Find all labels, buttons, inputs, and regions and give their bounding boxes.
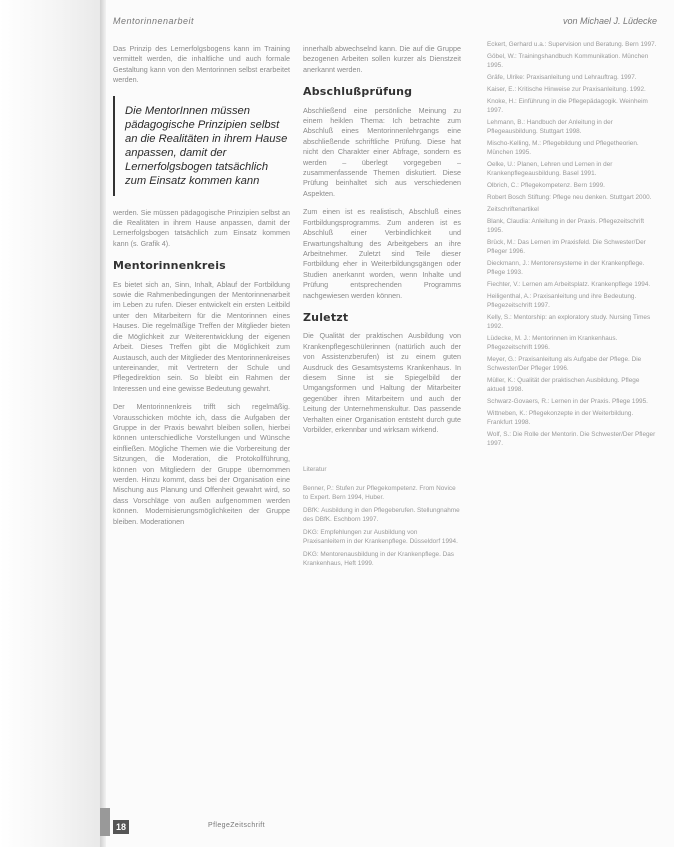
- publication-name: PflegeZeitschrift: [208, 822, 265, 829]
- zeitschriften-heading: Zeitschriftenartikel: [487, 206, 539, 213]
- reference-item: Wittneben, K.: Pflegekonzepte in der Weiterbildung. Frankfurt 1998.: [487, 410, 634, 426]
- reference-item: Schwarz-Govaers, R.: Lernen in der Praxis. Pflege 1995.: [487, 398, 648, 405]
- paragraph: Der Mentorinnenkreis trifft sich regelmäßig. Vorausschicken möchte ich, dass die Aufgaben der Gruppe in der Praxis bewahrt bleiben sollen, hierbei können unterschiedliche Vorstellungen und Wünsche einfließen. Mögliche Themen wie die Vorbereitung der Sitzungen, die Moderation, die Protokollführung, können von Mitgliedern der Gruppe übernommen werden. Hinzu kommt, dass bei der Organisation eine Mischung aus Planung und Offenheit gewahrt wird, so dass Vorschläge von außen aufgenommen werden können. Modernisierungsmöglichkeiten der Gruppe bleiben. Moderationen: [113, 402, 290, 526]
- reference-item: Müller, K.: Qualität der praktischen Ausbildung. Pflege aktuell 1998.: [487, 377, 640, 393]
- column-middle: [303, 44, 461, 572]
- reference-item: Meyer, G.: Praxisanleitung als Aufgabe der Pflege. Die Schwester/Der Pfleger 1996.: [487, 356, 642, 372]
- reference-item: DBfK: Ausbildung in den Pflegeberufen. Stellungnahme des DBfK. Eschborn 1997.: [303, 506, 460, 523]
- reference-item: Kaiser, E.: Kritische Hinweise zur Praxisanleitung. 1992.: [487, 86, 646, 93]
- reference-item: Olbrich, C.: Pflegekompetenz. Bern 1999.: [487, 182, 605, 189]
- reference-item: Mischo-Kelling, M.: Pflegebildung und Pflegetheorien. München 1995.: [487, 140, 639, 156]
- reference-item: Knoke, H.: Einführung in die Pflegepädagogik. Weinheim 1997.: [487, 98, 648, 114]
- column-right-references: [487, 40, 657, 451]
- reference-item: Göbel, W.: Trainingshandbuch Kommunikation. München 1995.: [487, 53, 649, 69]
- pull-quote-text: Die MentorInnen müssen pädagogische Prinzipien selbst an die Realitäten in ihrem Hause anpassen, damit der Lernerfolgsbogen tatsächlich zum Einsatz kommen kann: [125, 104, 288, 187]
- paragraph: Es bietet sich an, Sinn, Inhalt, Ablauf der Fortbildung sowie die Rahmenbedingungen der Mentorinnenarbeit im Leben zu rufen. Dieser entwickelt ein ersten Leitbild unter den Mitarbeitern für die Mentorinnen eines Hauses. Die regelmäßige Treffen der Mitglieder bieten die Möglichkeit zur Weiterentwicklung der eigenen Arbeit. Dieses Treffen gibt die Möglichkeit zum Austausch, auch der Mitglieder des Mentorinnenkreises untereinander, mit Vertretern der Schule und Pflegedirektion sein. So bleibt ein Rahmen der Interessen und eine gewisse Bedeutung gewahrt.: [113, 279, 290, 393]
- page-number: 18: [113, 820, 129, 834]
- section-heading-zuletzt: Zuletzt: [303, 310, 349, 324]
- reference-item: DKG: Empfehlungen zur Ausbildung von Praxisanleitern in der Krankenpflege. Düsseldorf 1994.: [303, 528, 458, 545]
- reference-item: Kelly, S.: Mentorship: an exploratory study. Nursing Times 1992.: [487, 314, 651, 330]
- running-header-section: Mentorinnenarbeit: [113, 16, 195, 26]
- reference-item: Dieckmann, J.: Mentorensysteme in der Krankenpflege. Pflege 1993.: [487, 260, 645, 276]
- literature-heading: Literatur: [303, 466, 327, 474]
- reference-item: Benner, P.: Stufen zur Pflegekompetenz. From Novice to Expert. Bern 1994, Huber.: [303, 484, 456, 501]
- book-spine-shadow: [100, 0, 106, 847]
- section-heading-abschlusspruefung: Abschlußprüfung: [303, 85, 413, 99]
- paragraph-intro: Das Prinzip des Lernerfolgsbogens kann im Training vermittelt werden, die inhaltliche und auch formale Gestaltung kann von den Mentorinnen selbst erarbeitet werden.: [113, 44, 290, 85]
- reference-item: Wolf, S.: Die Rolle der Mentorin. Die Schwester/Der Pfleger 1997.: [487, 431, 656, 447]
- running-header-author: von Michael J. Lüdecke: [563, 16, 658, 26]
- reference-list: [303, 465, 461, 567]
- paragraph-intro: innerhalb abwechselnd kann. Die auf die Gruppe bezogenen Arbeiten sollen kurzer als Dienstzeit anerkannt werden.: [303, 44, 461, 74]
- book-gutter: [0, 0, 100, 847]
- reference-item: Lüdecke, M. J.: Mentorinnen im Krankenhaus. Pflegezeitschrift 1996.: [487, 335, 618, 351]
- reference-item: Blank, Claudia: Anleitung in der Praxis. Pflegezeitschrift 1995.: [487, 218, 645, 234]
- paragraph-after-quote: werden. Sie müssen pädagogische Prinzipien selbst an die Realitäten in ihrem Hause anpassen, damit der Lernerfolgsbogen tatsächlich zum Einsatz kommen kann (s. Grafik 4).: [113, 207, 290, 248]
- reference-item: Eckert, Gerhard u.a.: Supervision und Beratung. Bern 1997.: [487, 41, 657, 48]
- reference-item: Oelke, U.: Planen, Lehren und Lernen in der Krankenpflegeausbildung. Basel 1991.: [487, 161, 613, 177]
- paragraph: Die Qualität der praktischen Ausbildung von Krankenpflegeschülerinnen (natürlich auch der von Assistenzberufen) ist zu einem guten Ausdruck des Gesamtsystems Krankenhaus. In diesem Sinne ist sie Spiegelbild der Umgangsformen und Haltung der Mitarbeiter gegenüber ihren Mitarbeitern und auch der Leitung der Unternehmenskultur. Das passende Verhalten einer Organisation entsteht durch gute Vorbilder, erkennbar und wirksam wirkend.: [303, 331, 461, 434]
- reference-item: Gräfe, Ulrike: Praxisanleitung und Lehrauftrag. 1997.: [487, 74, 637, 81]
- reference-item: Brück, M.: Das Lernen im Praxisfeld. Die Schwester/Der Pfleger 1996.: [487, 239, 646, 255]
- reference-item: Lehmann, B.: Handbuch der Anleitung in der Pflegeausbildung. Stuttgart 1998.: [487, 119, 613, 135]
- column-left: [113, 44, 290, 535]
- section-heading-mentorinnenkreis: Mentorinnenkreis: [113, 259, 226, 273]
- reference-item: Fiechter, V.: Lernen am Arbeitsplatz. Krankenpflege 1994.: [487, 281, 651, 288]
- reference-item: DKG: Mentorenausbildung in der Krankenpflege. Das Krankenhaus, Heft 1999.: [303, 550, 454, 567]
- reference-item: Robert Bosch Stiftung: Pflege neu denken. Stuttgart 2000.: [487, 194, 652, 201]
- paragraph: Abschließend eine persönliche Meinung zu einem heiklen Thema: Ich betrachte zum Abschluß eines Mentorinnenlehrgangs eine abschließende schriftliche Prüfung. Diese hat nicht den Charakter einer Abfrage, sondern es werden – überlegt vorgegeben – zusammenfassende Themen diskutiert. Diese Prüfung beinhaltet sich aus verschiedenen Aspekten.: [303, 105, 461, 198]
- scan-edge-mark: [100, 808, 110, 836]
- page-footer: [113, 820, 473, 834]
- paragraph: Zum einen ist es realistisch, Abschluß eines Fortbildungsprogramms. Zum anderen ist es Abschluß einer Verbindlichkeit und Erwartungshaltung des Arbeitgebers an ihre Arbeitnehmer. Zuletzt sind Teile dieser Fortbildung eher in Weiterbildungsgängen oder Studien anerkannt worden, wenn Inhalte und Prüfung entsprechenden Programms nachgewiesen werden können.: [303, 207, 461, 300]
- reference-item: Heiligenthal, A.: Praxisanleitung und ihre Bedeutung. Pflegezeitschrift 1997.: [487, 293, 637, 309]
- pull-quote: [113, 96, 290, 196]
